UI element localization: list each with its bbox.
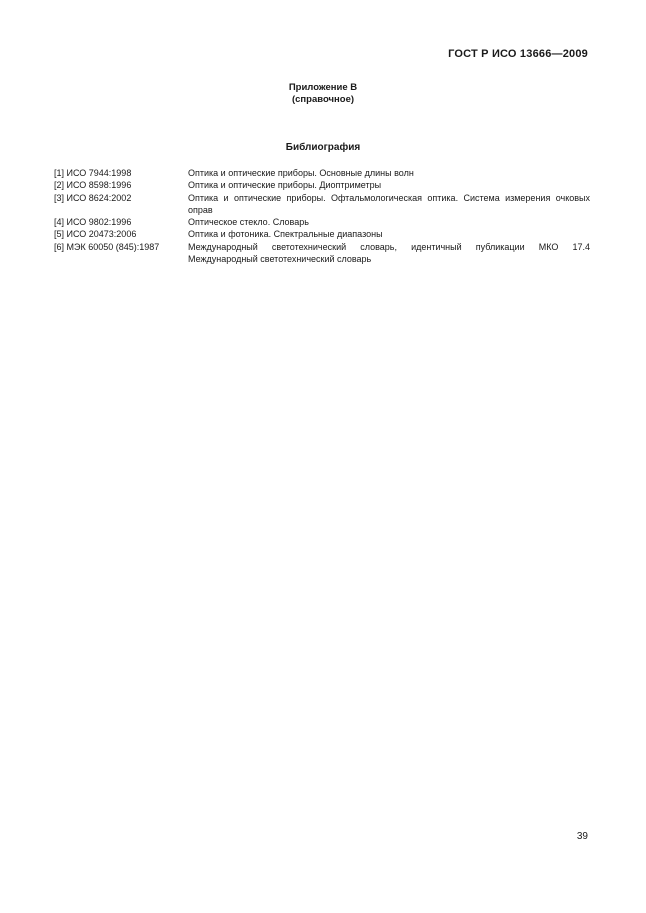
bibliography-entry xyxy=(54,216,590,228)
bibliography-entry xyxy=(54,241,590,266)
entry-reference: [5] ИСО 20473:2006 xyxy=(54,229,137,240)
entry-title: Оптика и оптические приборы. Офтальмологическая оптика. Система измерения очковых оправ xyxy=(188,192,590,215)
appendix-subtitle: (справочное) xyxy=(291,94,355,105)
entry-reference: [3] ИСО 8624:2002 xyxy=(54,192,132,203)
entry-title: Оптическое стекло. Словарь xyxy=(188,217,309,228)
bibliography-entry xyxy=(54,179,590,191)
page-number: 39 xyxy=(576,831,588,842)
entry-reference: [4] ИСО 9802:1996 xyxy=(54,217,132,228)
bibliography-title: Библиография xyxy=(285,142,361,153)
bibliography-entry xyxy=(54,228,590,240)
entry-title: Международный светотехнический словарь, идентичный публикации МКО 17.4 Международный светотехнический словарь xyxy=(188,241,590,265)
entry-reference: [2] ИСО 8598:1996 xyxy=(54,180,132,191)
appendix-title: Приложение В xyxy=(288,82,358,93)
entry-title: Оптика и фотоника. Спектральные диапазоны xyxy=(188,229,383,240)
entry-reference: [1] ИСО 7944:1998 xyxy=(54,168,132,178)
page-header-standard-code: ГОСТ Р ИСО 13666—2009 xyxy=(448,48,588,60)
bibliography-entry xyxy=(54,192,590,217)
bibliography-list xyxy=(54,167,590,265)
entry-reference: [6] МЭК 60050 (845):1987 xyxy=(54,241,160,252)
bibliography-entry xyxy=(54,167,590,179)
appendix-heading xyxy=(0,82,646,106)
entry-title: Оптика и оптические приборы. Диоптриметры xyxy=(188,180,382,191)
entry-title: Оптика и оптические приборы. Основные длины волн xyxy=(188,168,414,178)
